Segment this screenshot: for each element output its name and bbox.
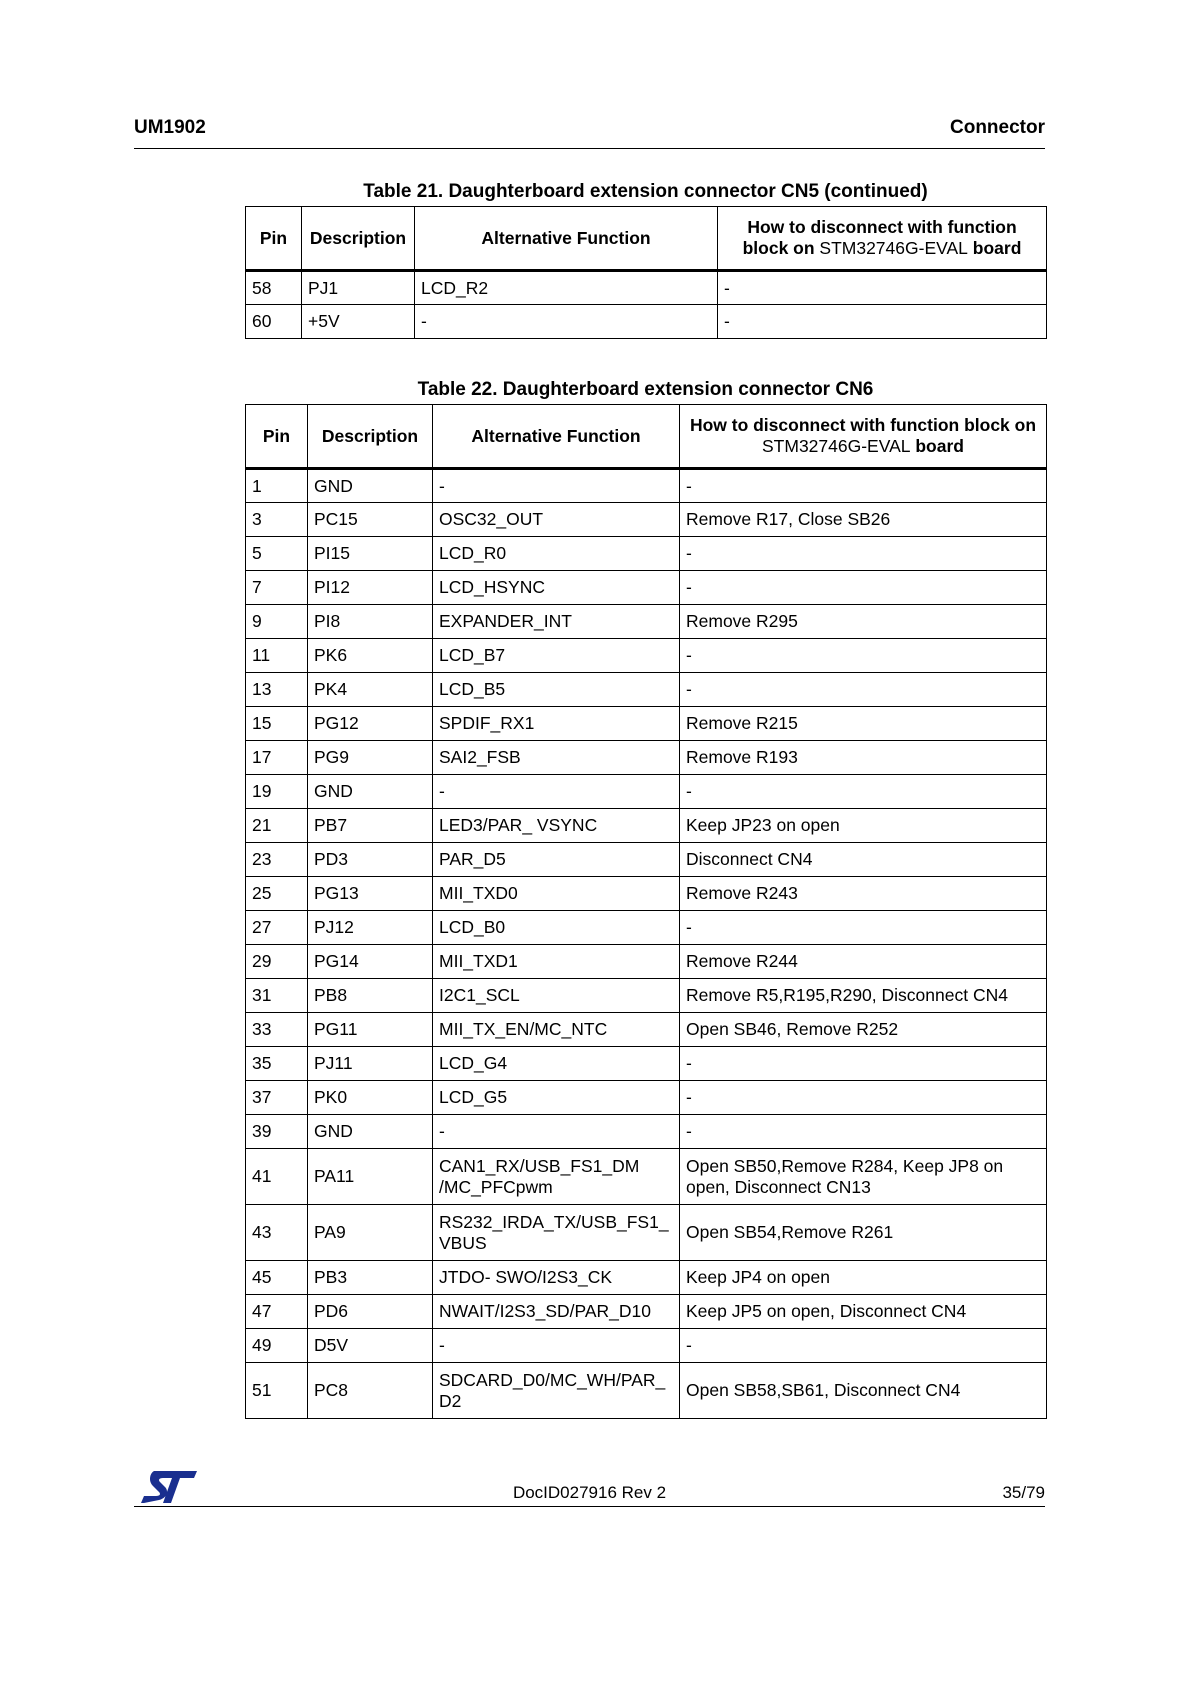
disconnect-cell: Open SB50,Remove R284, Keep JP8 on open, Disconnect CN13 bbox=[680, 1149, 1047, 1205]
table22-caption: Table 22. Daughterboard extension connector CN6 bbox=[417, 379, 874, 400]
alt-function-cell: - bbox=[433, 469, 680, 503]
alt-function-cell: - bbox=[433, 1329, 680, 1363]
description-cell: PG14 bbox=[308, 945, 433, 979]
alt-function-cell: I2C1_SCL bbox=[433, 979, 680, 1013]
alt-function-cell: MII_TX_EN/MC_NTC bbox=[433, 1013, 680, 1047]
disconnect-cell: - bbox=[718, 305, 1047, 339]
table21-header-pin: Pin bbox=[246, 207, 302, 271]
table21-header-disconnect-part1: How to disconnect with function block on bbox=[742, 217, 1017, 258]
alt-function-cell: EXPANDER_INT bbox=[433, 605, 680, 639]
table-row bbox=[246, 469, 1047, 503]
disconnect-cell: - bbox=[680, 911, 1047, 945]
table22-header-disconnect-part1: How to disconnect with function block on bbox=[689, 415, 1037, 435]
table-row bbox=[246, 1081, 1047, 1115]
description-cell: GND bbox=[308, 775, 433, 809]
disconnect-cell: Remove R215 bbox=[680, 707, 1047, 741]
alt-function-cell: LCD_R2 bbox=[415, 271, 718, 305]
table-row bbox=[246, 741, 1047, 775]
table21-header-description: Description bbox=[302, 207, 415, 271]
pin-cell: 25 bbox=[246, 877, 308, 911]
alt-function-cell: RS232_IRDA_TX/USB_FS1_ VBUS bbox=[433, 1205, 680, 1261]
pin-cell: 3 bbox=[246, 503, 308, 537]
description-cell: PI15 bbox=[308, 537, 433, 571]
table-row bbox=[246, 979, 1047, 1013]
table22-body bbox=[246, 469, 1047, 1419]
disconnect-cell: - bbox=[680, 775, 1047, 809]
pin-cell: 17 bbox=[246, 741, 308, 775]
alt-function-cell: OSC32_OUT bbox=[433, 503, 680, 537]
disconnect-cell: - bbox=[680, 639, 1047, 673]
description-cell: PC8 bbox=[308, 1363, 433, 1419]
table-row bbox=[246, 271, 1047, 305]
alt-function-cell: LED3/PAR_ VSYNC bbox=[433, 809, 680, 843]
pin-cell: 41 bbox=[246, 1149, 308, 1205]
table21-header-row bbox=[246, 207, 1047, 271]
description-cell: PJ1 bbox=[302, 271, 415, 305]
alt-function-cell: LCD_B0 bbox=[433, 911, 680, 945]
alt-function-cell: LCD_G4 bbox=[433, 1047, 680, 1081]
table-row bbox=[246, 911, 1047, 945]
table-row bbox=[246, 537, 1047, 571]
description-cell: D5V bbox=[308, 1329, 433, 1363]
table21-header-disconnect bbox=[718, 207, 1047, 271]
disconnect-cell: Keep JP4 on open bbox=[680, 1261, 1047, 1295]
table-row bbox=[246, 503, 1047, 537]
pin-cell: 23 bbox=[246, 843, 308, 877]
alt-function-cell: LCD_HSYNC bbox=[433, 571, 680, 605]
pin-cell: 1 bbox=[246, 469, 308, 503]
table-row bbox=[246, 1013, 1047, 1047]
pin-cell: 33 bbox=[246, 1013, 308, 1047]
table-row bbox=[246, 877, 1047, 911]
table22-header-alt-function: Alternative Function bbox=[433, 405, 680, 469]
disconnect-cell: - bbox=[680, 571, 1047, 605]
description-cell: PA9 bbox=[308, 1205, 433, 1261]
disconnect-cell: Keep JP23 on open bbox=[680, 809, 1047, 843]
description-cell: PJ11 bbox=[308, 1047, 433, 1081]
disconnect-cell: Open SB54,Remove R261 bbox=[680, 1205, 1047, 1261]
pin-cell: 58 bbox=[246, 271, 302, 305]
table21-header-disconnect-board-name: STM32746G-EVAL bbox=[819, 238, 968, 258]
table21 bbox=[245, 206, 1047, 339]
pin-cell: 13 bbox=[246, 673, 308, 707]
pin-cell: 49 bbox=[246, 1329, 308, 1363]
alt-function-cell: SPDIF_RX1 bbox=[433, 707, 680, 741]
pin-cell: 31 bbox=[246, 979, 308, 1013]
table-row bbox=[246, 571, 1047, 605]
description-cell: GND bbox=[308, 469, 433, 503]
footer-page-number: 35/79 bbox=[1002, 1483, 1045, 1502]
description-cell: PG11 bbox=[308, 1013, 433, 1047]
description-cell: PC15 bbox=[308, 503, 433, 537]
table-row bbox=[246, 945, 1047, 979]
alt-function-cell: JTDO- SWO/I2S3_CK bbox=[433, 1261, 680, 1295]
table22-header-description: Description bbox=[308, 405, 433, 469]
table22-header-row bbox=[246, 405, 1047, 469]
pin-cell: 11 bbox=[246, 639, 308, 673]
description-cell: +5V bbox=[302, 305, 415, 339]
description-cell: PD3 bbox=[308, 843, 433, 877]
table22-header-disconnect-board-name: STM32746G-EVAL bbox=[762, 436, 911, 456]
pin-cell: 29 bbox=[246, 945, 308, 979]
disconnect-cell: - bbox=[680, 537, 1047, 571]
table22 bbox=[245, 404, 1047, 1419]
alt-function-cell: LCD_B5 bbox=[433, 673, 680, 707]
table21-header-disconnect-part3: board bbox=[967, 238, 1022, 258]
disconnect-cell: Remove R243 bbox=[680, 877, 1047, 911]
table21-body bbox=[246, 271, 1047, 339]
alt-function-cell: CAN1_RX/USB_FS1_DM /MC_PFCpwm bbox=[433, 1149, 680, 1205]
footer-divider bbox=[134, 1506, 1045, 1507]
disconnect-cell: - bbox=[680, 1329, 1047, 1363]
table-row bbox=[246, 1261, 1047, 1295]
description-cell: GND bbox=[308, 1115, 433, 1149]
alt-function-cell: - bbox=[433, 1115, 680, 1149]
pin-cell: 7 bbox=[246, 571, 308, 605]
table21-caption: Table 21. Daughterboard extension connector CN5 (continued) bbox=[363, 181, 928, 202]
alt-function-cell: SAI2_FSB bbox=[433, 741, 680, 775]
pin-cell: 39 bbox=[246, 1115, 308, 1149]
description-cell: PG12 bbox=[308, 707, 433, 741]
disconnect-cell: - bbox=[680, 1115, 1047, 1149]
description-cell: PJ12 bbox=[308, 911, 433, 945]
pin-cell: 45 bbox=[246, 1261, 308, 1295]
table-row bbox=[246, 305, 1047, 339]
alt-function-cell: - bbox=[433, 775, 680, 809]
description-cell: PG9 bbox=[308, 741, 433, 775]
description-cell: PK6 bbox=[308, 639, 433, 673]
description-cell: PI12 bbox=[308, 571, 433, 605]
disconnect-cell: Remove R5,R195,R290, Disconnect CN4 bbox=[680, 979, 1047, 1013]
alt-function-cell: - bbox=[415, 305, 718, 339]
table-row bbox=[246, 1205, 1047, 1261]
table-row bbox=[246, 673, 1047, 707]
table-row bbox=[246, 843, 1047, 877]
disconnect-cell: Remove R295 bbox=[680, 605, 1047, 639]
disconnect-cell: Open SB58,SB61, Disconnect CN4 bbox=[680, 1363, 1047, 1419]
alt-function-cell: LCD_B7 bbox=[433, 639, 680, 673]
table22-header-pin: Pin bbox=[246, 405, 308, 469]
pin-cell: 21 bbox=[246, 809, 308, 843]
table-row bbox=[246, 1115, 1047, 1149]
pin-cell: 60 bbox=[246, 305, 302, 339]
disconnect-cell: Open SB46, Remove R252 bbox=[680, 1013, 1047, 1047]
table-row bbox=[246, 1363, 1047, 1419]
pin-cell: 15 bbox=[246, 707, 308, 741]
alt-function-cell: SDCARD_D0/MC_WH/PAR_ D2 bbox=[433, 1363, 680, 1419]
disconnect-cell: - bbox=[718, 271, 1047, 305]
alt-function-cell: NWAIT/I2S3_SD/PAR_D10 bbox=[433, 1295, 680, 1329]
table-row bbox=[246, 707, 1047, 741]
table-row bbox=[246, 1295, 1047, 1329]
description-cell: PA11 bbox=[308, 1149, 433, 1205]
table21-header-alt-function: Alternative Function bbox=[415, 207, 718, 271]
pin-cell: 35 bbox=[246, 1047, 308, 1081]
document-id: UM1902 bbox=[134, 117, 206, 138]
table22-header-disconnect-part3: board bbox=[910, 436, 964, 456]
description-cell: PK4 bbox=[308, 673, 433, 707]
table-row bbox=[246, 605, 1047, 639]
pin-cell: 37 bbox=[246, 1081, 308, 1115]
disconnect-cell: Remove R17, Close SB26 bbox=[680, 503, 1047, 537]
description-cell: PD6 bbox=[308, 1295, 433, 1329]
section-title: Connector bbox=[950, 117, 1045, 138]
disconnect-cell: - bbox=[680, 469, 1047, 503]
pin-cell: 27 bbox=[246, 911, 308, 945]
description-cell: PG13 bbox=[308, 877, 433, 911]
description-cell: PI8 bbox=[308, 605, 433, 639]
table-row bbox=[246, 1149, 1047, 1205]
description-cell: PK0 bbox=[308, 1081, 433, 1115]
description-cell: PB8 bbox=[308, 979, 433, 1013]
alt-function-cell: MII_TXD0 bbox=[433, 877, 680, 911]
table-row bbox=[246, 775, 1047, 809]
description-cell: PB3 bbox=[308, 1261, 433, 1295]
pin-cell: 43 bbox=[246, 1205, 308, 1261]
alt-function-cell: LCD_G5 bbox=[433, 1081, 680, 1115]
pin-cell: 47 bbox=[246, 1295, 308, 1329]
disconnect-cell: Disconnect CN4 bbox=[680, 843, 1047, 877]
alt-function-cell: MII_TXD1 bbox=[433, 945, 680, 979]
disconnect-cell: Remove R193 bbox=[680, 741, 1047, 775]
disconnect-cell: Keep JP5 on open, Disconnect CN4 bbox=[680, 1295, 1047, 1329]
disconnect-cell: Remove R244 bbox=[680, 945, 1047, 979]
header-divider bbox=[134, 148, 1045, 149]
table-row bbox=[246, 1329, 1047, 1363]
pin-cell: 51 bbox=[246, 1363, 308, 1419]
table-row bbox=[246, 1047, 1047, 1081]
table-row bbox=[246, 639, 1047, 673]
disconnect-cell: - bbox=[680, 1081, 1047, 1115]
disconnect-cell: - bbox=[680, 673, 1047, 707]
alt-function-cell: LCD_R0 bbox=[433, 537, 680, 571]
footer-doc-ref: DocID027916 Rev 2 bbox=[512, 1483, 667, 1502]
pin-cell: 5 bbox=[246, 537, 308, 571]
pin-cell: 19 bbox=[246, 775, 308, 809]
description-cell: PB7 bbox=[308, 809, 433, 843]
disconnect-cell: - bbox=[680, 1047, 1047, 1081]
table22-header-disconnect bbox=[680, 405, 1047, 469]
pin-cell: 9 bbox=[246, 605, 308, 639]
alt-function-cell: PAR_D5 bbox=[433, 843, 680, 877]
table-row bbox=[246, 809, 1047, 843]
